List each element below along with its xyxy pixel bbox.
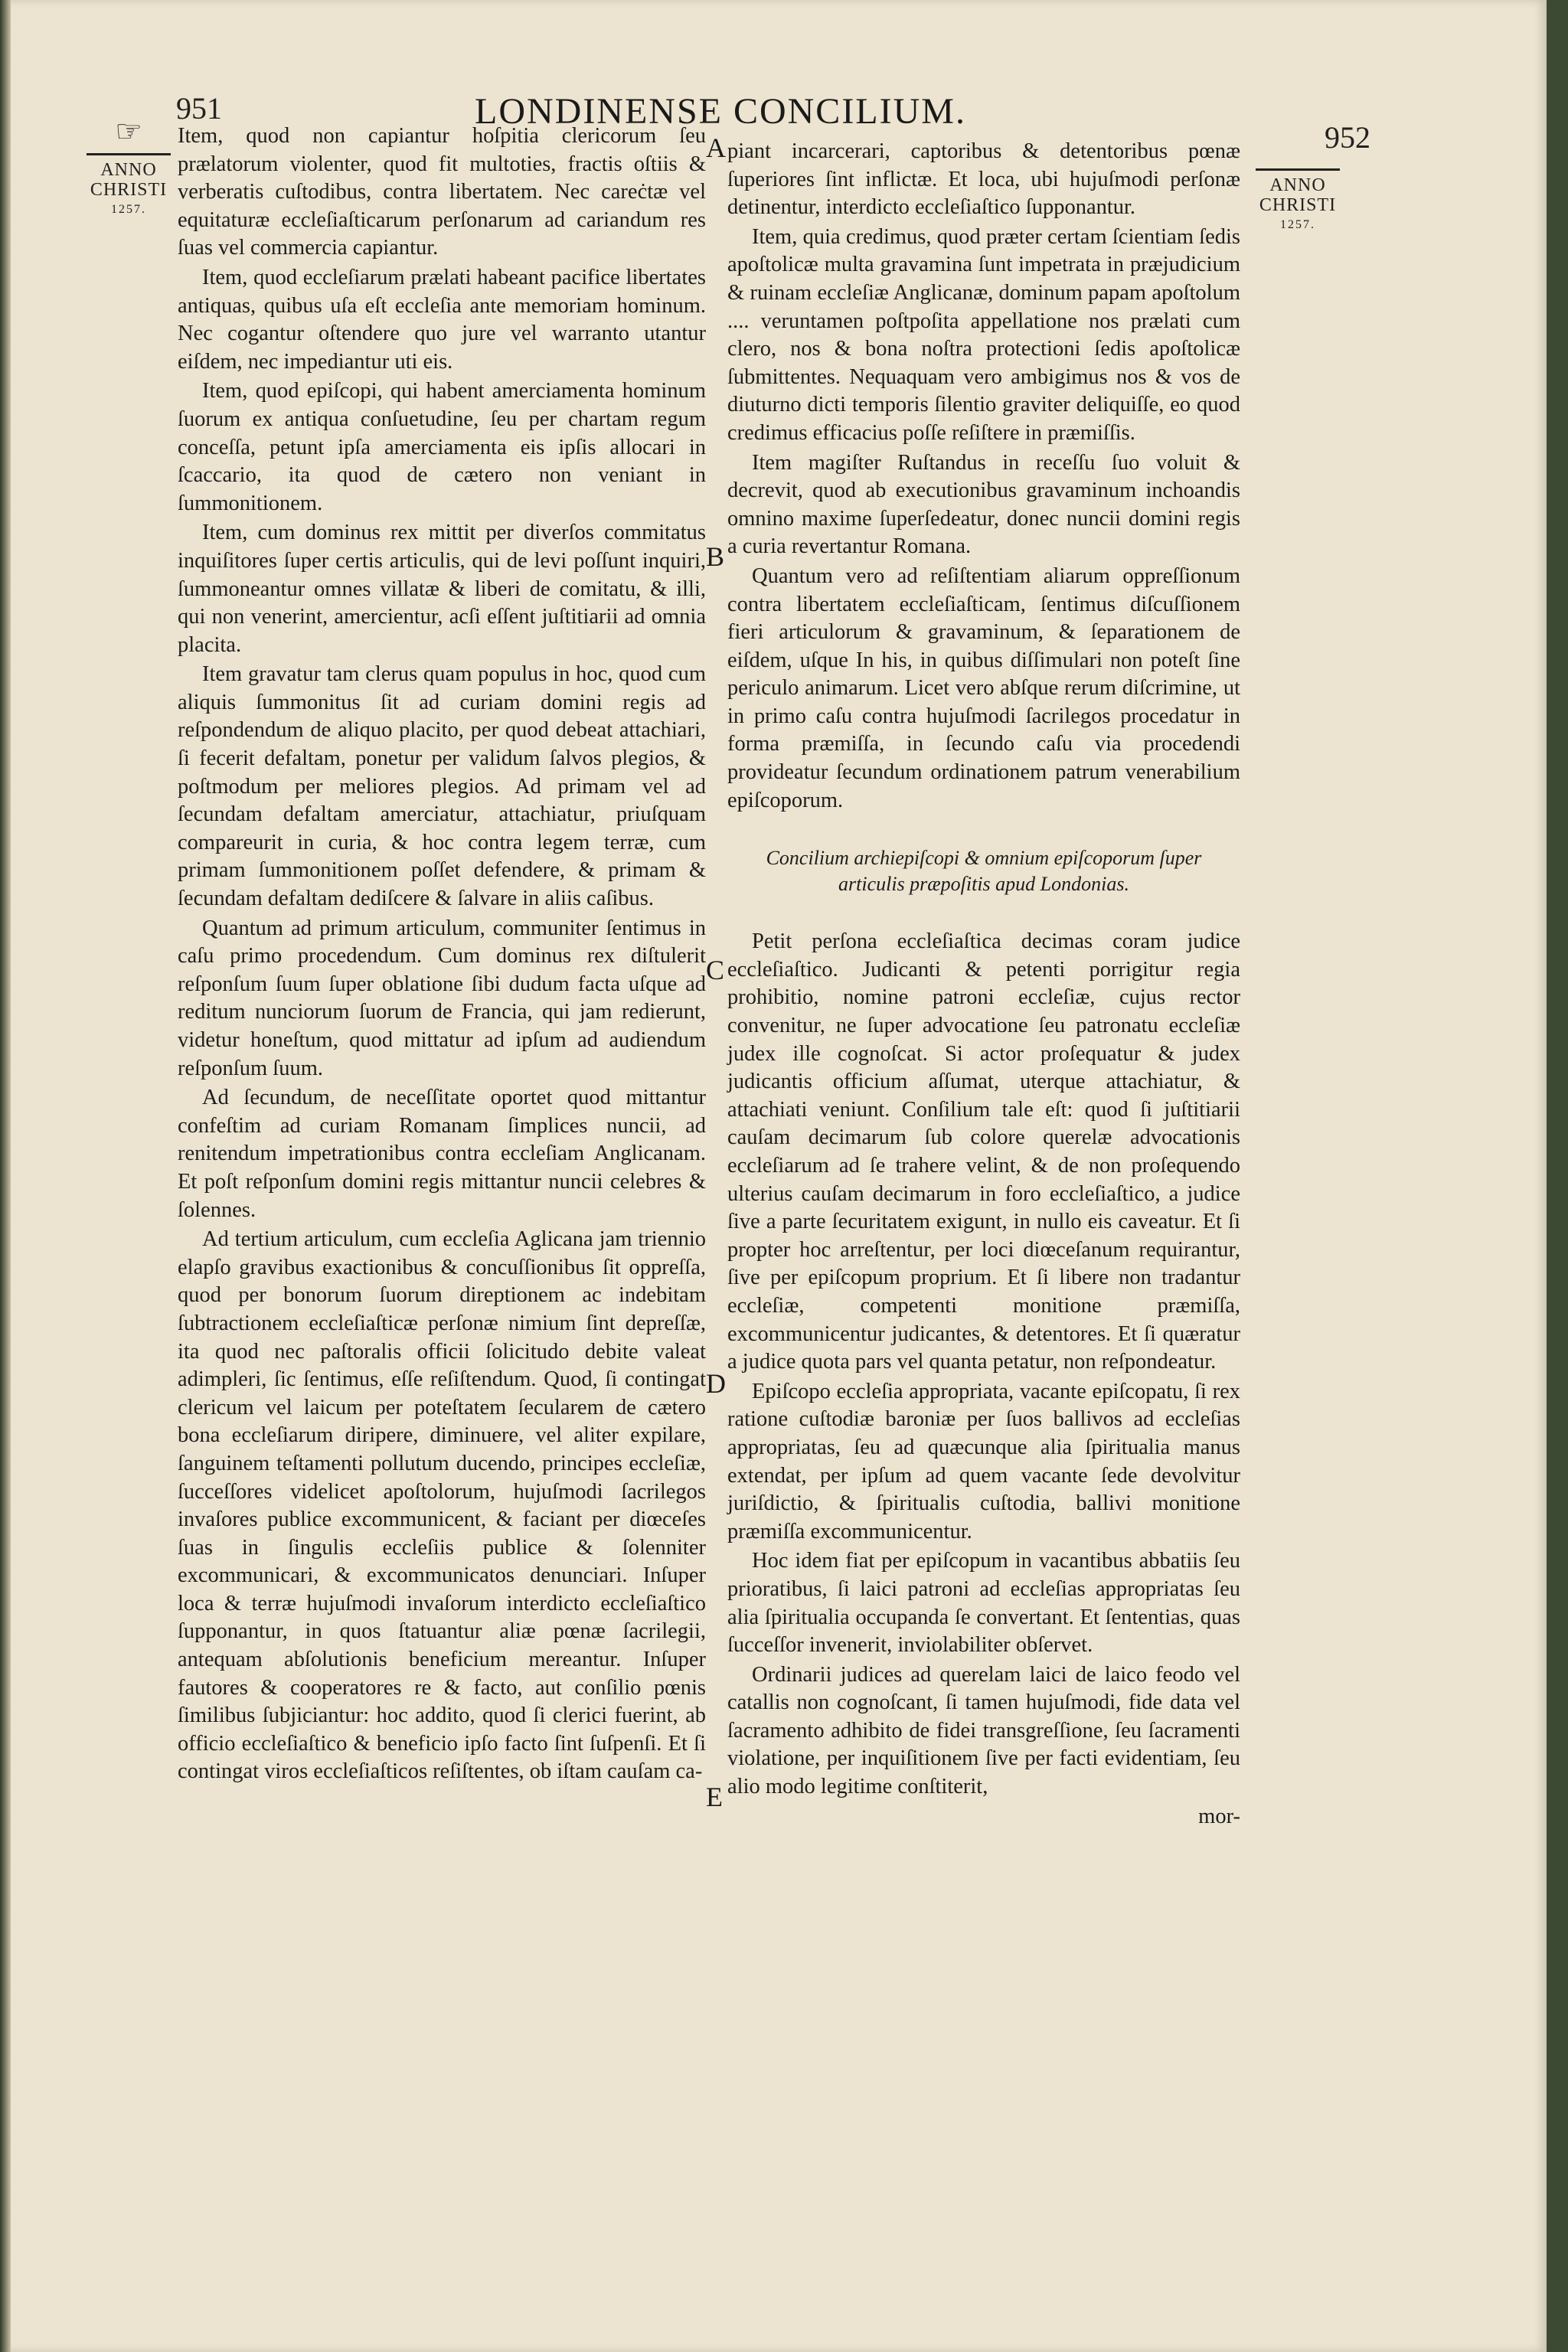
column-letter-e: E (706, 1782, 723, 1812)
paragraph: Quantum vero ad reſiſtentiam aliarum oppreſſionum contra libertatem eccleſiaſticam, ſentimus diſcuſſionem fieri articulorum & gravaminum, & ſeparationem de eiſdem, uſque In his, in quibus diſſimulari non poteſt ſine periculo animarum. Licet vero abſque rerum diſcrimine, ut in primo caſu contra hujuſmodi ſacrilegos procedatur in forma præmiſſa, in ſecundo caſu via procedendi provideatur ſecundum ordinationem patrum venerabilium epiſcoporum. (727, 564, 1240, 812)
page-number-left: 951 (176, 91, 222, 126)
paragraph: Item, quod non capiantur hoſpitia clericorum ſeu prælatorum violenter, quod fit multoties, fractis oſtiis & verberatis cuſtodibus, contra libertatem. Nec careċtæ vel equitaturæ eccleſiaſticarum perſonarum ad cariandum res ſuas vel commercia capiantur. (178, 124, 706, 260)
running-title: LONDINENSE CONCILIUM. (475, 91, 966, 132)
page-number-right: 952 (1325, 120, 1370, 155)
catchword: mor- (1198, 1804, 1240, 1828)
margin-rule (87, 153, 171, 155)
paragraph: Petit perſona eccleſiaſtica decimas coram judice eccleſiaſtico. Judicanti & petenti porrigitur regia prohibitio, nomine patroni eccleſiæ, cujus rector convenitur, ne ſuper advocatione ſeu patronatu eccleſiæ judex ille cognoſcat. Si actor proſequatur & judex judicantis officium aſſumat, uterque attachiatur, & attachiati veniunt. Conſilium tale eſt: quod ſi juſtitiarii cauſam decimarum ſub colore querelæ advocationis eccleſiarum ad ſe trahere velint, & de non proſequendo ulterius cauſam decimarum in foro eccleſiaſtico, a judice ſive a parte ſecuritatem exigunt, in nullo eis caveatur. Et ſi propter hoc arreſtentur, per loci diœceſanum requirantur, ſive per epiſcopum proprium. Et ſi libere non tradantur eccleſiæ, competenti monitione præmiſſa, excommunicentur judicantes, & detentores. Et ſi quæratur a judice quota pars vel quanta petatur, non reſpondeatur. (727, 929, 1240, 1374)
paragraph: Ad tertium articulum, cum eccleſia Aglicana jam triennio elapſo gravibus exactionibus & concuſſionibus ſit oppreſſa, quod per bonorum ſuorum direptionem ac indebitam ſubtractionem eccleſiaſticæ perſonæ nimium ſint depreſſæ, ita quod nec paſtoralis officii ſolicitudo debite valeat adimpleri, ſic ſentimus, eſſe reſiſtendum. Quod, ſi contingat clericum vel laicum per poteſtatem ſecularem de cætero bona eccleſiarum diripere, diminuere, vel aliter expilare, ſanguinem teſtamenti pollutum ducendo, principes eccleſiæ, ſucceſſores videlicet apoſtolorum, hujuſmodi ſacrilegos invaſores publice excommunicent, & faciant per diœceſes ſuas in ſingulis eccleſiis publice & ſolenniter excommunicari, & excommunicatos denunciari. Inſuper loca & terræ hujuſmodi invaſorum interdicto eccleſiaſtico ſupponantur, in quos ſtatuantur aliæ pœnæ ſacrilegii, antequam abſolutionis beneficium mereantur. Inſuper fautores & cooperatores re & facto, aut conſilio pœnis ſimilibus ſubjiciantur: hoc addito, quod ſi clerici fuerint, ab officio eccleſiaſtico & beneficio ipſo facto ſint ſuſpenſi. Et ſi contingat viros eccleſiaſticos reſiſtentes, ob iſtam cauſam ca- (178, 1227, 706, 1784)
right-column (727, 138, 1240, 1832)
column-letter-c: C (706, 955, 725, 985)
paragraph: Quantum ad primum articulum, communiter ſentimus in caſu primo procedendum. Cum dominus rex diſtulerit reſponſum ſuum ſuper oblatione ſibi dudum facta uſque ad reditum nunciorum ſuorum de Francia, qui jam redierunt, videtur honeſtum, quod mittatur ad ipſum ad audiendum reſponſum ſuum. (178, 916, 706, 1080)
margin-note-left (83, 116, 175, 217)
paragraph: Ad ſecundum, de neceſſitate oportet quod mittantur confeſtim ad curiam Romanam ſimplices nuncii, ad renitendum impetrationibus contra eccleſiam Anglicanam. Et poſt reſponſum domini regis mittantur nuncii celebres & ſolennes. (178, 1086, 706, 1222)
paragraph: Hoc idem fiat per epiſcopum in vacantibus abbatiis ſeu prioratibus, ſi laici patroni ad eccleſias appropriatas ſeu alia ſpiritualia occupanda ſe convertant. Et ſententias, quas ſucceſſor invenerit, inviolabiliter obſervet. (727, 1549, 1240, 1658)
paragraph: Ordinarii judices ad querelam laici de laico feodo vel catallis non cognoſcant, ſi tamen hujuſmodi, fide data vel ſacramento adhibito de fidei transgreſſione, ſeu ſacramenti violatione, per inquiſitionem ſive per facti evidentiam, ſeu alio modo legitime conſtiterit, (727, 1662, 1240, 1799)
paragraph: Item gravatur tam clerus quam populus in hoc, quod cum aliquis ſummonitus ſit ad curiam domini regis ad reſpondendum de aliquo placito, per quod debeat attachiari, ſi fecerit defaltam, ponetur per validum ſalvos plegios, & poſtmodum per meliores plegios. Ad primam vel ad ſecundam defaltam amerciatur, attachiatur, priuſquam compareurit in curia, & hoc contra legem terræ, cum primam ſummonitionem poſſet defendere, & primam & ſecundam defaltam dediſcere & ſalvare in aliis caſibus. (178, 662, 706, 911)
year-label: 1257. (1280, 218, 1315, 231)
page-gutter (0, 0, 11, 2352)
margin-rule (1256, 168, 1340, 171)
book-edge (1547, 0, 1568, 2352)
section-heading: Concilium archiepiſcopi & omnium epiſcoporum ſuper articulis præpoſitis apud Londonias. (766, 847, 1202, 896)
year-label: 1257. (111, 203, 146, 216)
paragraph: Item, quod epiſcopi, qui habent amerciamenta hominum ſuorum ex antiqua conſuetudine, ſeu per chartam regum conceſſa, petunt ipſa amerciamenta eis ipſis allocari in ſcaccario, ita quod de cætero non veniant in ſummonitionem. (178, 379, 706, 515)
paragraph: Item, cum dominus rex mittit per diverſos commitatus inquiſitores ſuper certis articulis, qui de levi poſſunt inquiri, ſummoneantur omnes villatæ & liberi de comitatu, & illi, qui non venerint, amercientur, acſi eſſent juſtitiarii ad omnia placita. (178, 521, 706, 657)
paragraph: Item, quia credimus, quod præter certam ſcientiam ſedis apoſtolicæ multa gravamina ſunt impetrata in præjudicium & ruinam eccleſiæ Anglicanæ, dominum papam apoſtolum .... veruntamen poſtpoſita appellatione nos prælati cum clero, nos & bona noſtra protectioni ſedis apoſtolicæ ſubmittentes. Nequaquam vero ambigimus nos & vos de diuturno dicti temporis ſilentio graviter deliquiſſe, eo quod credimus efficacius poſſe reſiſtere in præmiſſis. (727, 224, 1240, 445)
anno-label: ANNO (100, 160, 157, 180)
paragraph: piant incarcerari, captoribus & detentoribus pœnæ ſuperiores ſint inflictæ. Et loca, ubi hujuſmodi perſonæ detinentur, interdicto eccleſiaſtico ſupponantur. (727, 139, 1240, 220)
margin-note-right (1240, 162, 1355, 232)
column-letter-b: B (706, 541, 725, 572)
column-letter-a: A (706, 132, 726, 163)
paragraph: Item magiſter Ruſtandus in receſſu ſuo voluit & decrevit, quod ab executionibus gravaminum inchoandis omnino maxime ſuperſedeatur, donec nuncii domini regis a curia revertantur Romana. (727, 450, 1240, 559)
christi-label: CHRISTI (90, 180, 168, 200)
anno-label: ANNO (1269, 175, 1326, 195)
left-column (178, 122, 706, 1788)
paragraph: Epiſcopo eccleſia appropriata, vacante epiſcopatu, ſi rex ratione cuſtodiæ baroniæ per ſuos ballivos ad eccleſias appropriatas, ſeu ad quæcunque alia ſpiritualia manus extendat, per ipſum ad quem vacante ſede devolvitur juriſdictio, & ſpiritualis cuſtodia, ballivi monitione præmiſſa excommunicentur. (727, 1379, 1240, 1544)
paragraph: Item, quod eccleſiarum prælati habeant pacifice libertates antiquas, quibus uſa eſt eccleſia ante memoriam hominum. Nec cogantur oſtendere quo jure vel warranto utantur eiſdem, nec impediantur uti eis. (178, 265, 706, 374)
pointing-hand-icon: ☞ (115, 114, 142, 149)
column-letter-d: D (706, 1368, 726, 1399)
christi-label: CHRISTI (1259, 195, 1337, 215)
